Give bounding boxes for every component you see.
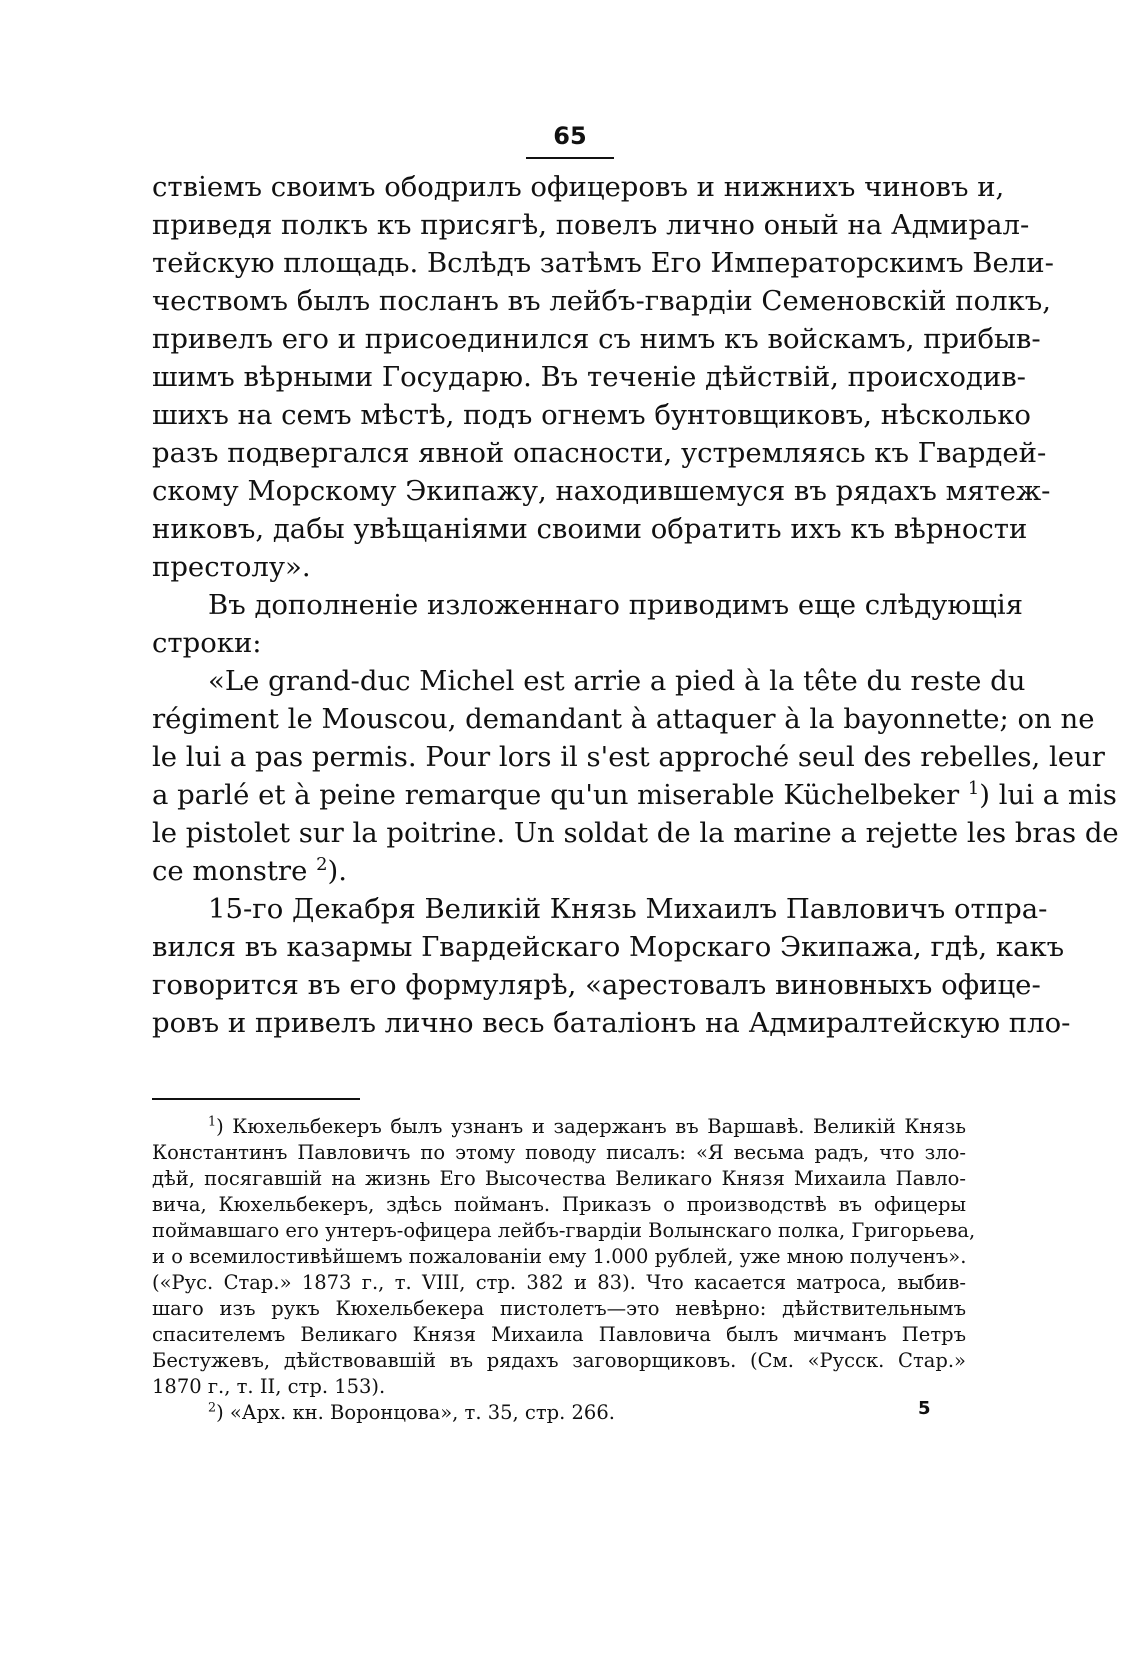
signature-mark: 5 bbox=[918, 1398, 931, 1419]
french-quote-line: «Le grand-duc Michel est arrie a pied à la tête du reste du bbox=[208, 665, 1026, 697]
french-quote-line bbox=[152, 776, 1117, 814]
body-line: престолу». bbox=[152, 551, 311, 583]
footnote-line: вича, Кюхельбекеръ, здѣсь пойманъ. Приказъ о производствѣ въ офицеры bbox=[152, 1193, 966, 1216]
body-line: привелъ его и присоединился съ нимъ къ войскамъ, прибыв- bbox=[152, 323, 1041, 355]
footnote-line: 1870 г., т. II, стр. 153). bbox=[152, 1375, 386, 1398]
footnote-ref-2: 2 bbox=[316, 853, 328, 875]
body-line: никовъ, дабы увѣщаніями своими обратить ихъ къ вѣрности bbox=[152, 513, 1028, 545]
french-quote-line: le lui a pas permis. Pour lors il s'est approché seul des rebelles, leur bbox=[152, 741, 1105, 773]
footnote-line: спасителемъ Великаго Князя Михаила Павловича былъ мичманъ Петръ bbox=[152, 1323, 966, 1346]
body-line: вился въ казармы Гвардейскаго Морскаго Экипажа, гдѣ, какъ bbox=[152, 931, 1065, 963]
body-line: ствіемъ своимъ ободрилъ офицеровъ и нижнихъ чиновъ и, bbox=[152, 171, 1005, 203]
footnote-line bbox=[208, 1400, 808, 1426]
body-line: шимъ вѣрными Государю. Въ теченіе дѣйствій, происходив- bbox=[152, 361, 1026, 393]
body-line: говорится въ его формулярѣ, «арестовалъ виновныхъ офице- bbox=[152, 969, 1041, 1001]
footnote-line: и о всемилостивѣйшемъ пожалованіи ему 1.000 рублей, уже мною полученъ». bbox=[152, 1245, 967, 1268]
footnote-line bbox=[208, 1114, 966, 1140]
french-quote-line bbox=[152, 852, 966, 890]
line-segment: ) lui a mis bbox=[979, 779, 1117, 811]
body-line: скому Морскому Экипажу, находившемуся въ рядахъ мятеж- bbox=[152, 475, 1051, 507]
footnote-line: поймавшаго его унтеръ-офицера лейбъ-гвардіи Волынскаго полка, Григорьева, bbox=[152, 1219, 976, 1242]
paragraph-start-line: Въ дополненіе изложеннаго приводимъ еще слѣдующія bbox=[208, 589, 1023, 621]
page-number: 65 bbox=[553, 122, 587, 150]
footnote-line: Константинъ Павловичъ по этому поводу писалъ: «Я весьма радъ, что зло- bbox=[152, 1141, 966, 1164]
french-quote-line: régiment le Mouscou, demandant à attaquer à la bayonnette; on ne bbox=[152, 703, 1095, 735]
footnote-ref-1: 1 bbox=[967, 777, 980, 799]
footnote-line: шаго изъ рукъ Кюхельбекера пистолетъ—это невѣрно: дѣйствительнымъ bbox=[152, 1297, 966, 1320]
footnote-mark-2: 2 bbox=[208, 1399, 217, 1415]
header-rule bbox=[526, 157, 614, 159]
footnote-rule bbox=[152, 1098, 360, 1100]
line-segment: ) «Арх. кн. Воронцова», т. 35, стр. 266. bbox=[216, 1401, 615, 1424]
french-quote-line: le pistolet sur la poitrine. Un soldat de la marine a rejette les bras de bbox=[152, 817, 1119, 849]
line-segment: ce monstre bbox=[152, 855, 317, 887]
body-line: шихъ на семъ мѣстѣ, подъ огнемъ бунтовщиковъ, нѣсколько bbox=[152, 399, 1031, 431]
body-line: строки: bbox=[152, 627, 262, 659]
footnote-mark-1: 1 bbox=[208, 1113, 217, 1129]
footnote-line: («Рус. Стар.» 1873 г., т. VIII, стр. 382 и 83). Что касается матроса, выбив- bbox=[152, 1271, 966, 1294]
body-line: ровъ и привелъ лично весь баталіонъ на Адмиралтейскую пло- bbox=[152, 1007, 1071, 1039]
body-line: тейскую площадь. Вслѣдъ затѣмъ Его Императорскимъ Вели- bbox=[152, 247, 1054, 279]
footnote-line: Бестужевъ, дѣйствовавшій въ рядахъ заговорщиковъ. (См. «Русск. Стар.» bbox=[152, 1349, 966, 1372]
paragraph-start-line: 15-го Декабря Великій Князь Михаилъ Павловичъ отпра- bbox=[208, 893, 1048, 925]
line-segment: ). bbox=[327, 855, 347, 887]
line-segment: ) Кюхельбекеръ былъ узнанъ и задержанъ въ Варшавѣ. Великій Князь bbox=[216, 1115, 966, 1138]
body-line: разъ подвергался явной опасности, устремляясь къ Гвардей- bbox=[152, 437, 1047, 469]
body-line: чествомъ былъ посланъ въ лейбъ-гвардіи Семеновскій полкъ, bbox=[152, 285, 1052, 317]
line-segment: a parlé et à peine remarque qu'un miserable Küchelbeker bbox=[152, 779, 968, 811]
body-line: приведя полкъ къ присягѣ, повелъ лично оный на Адмирал- bbox=[152, 209, 1030, 241]
footnote-line: дѣй, посягавшій на жизнь Его Высочества Великаго Князя Михаила Павло- bbox=[152, 1167, 966, 1190]
